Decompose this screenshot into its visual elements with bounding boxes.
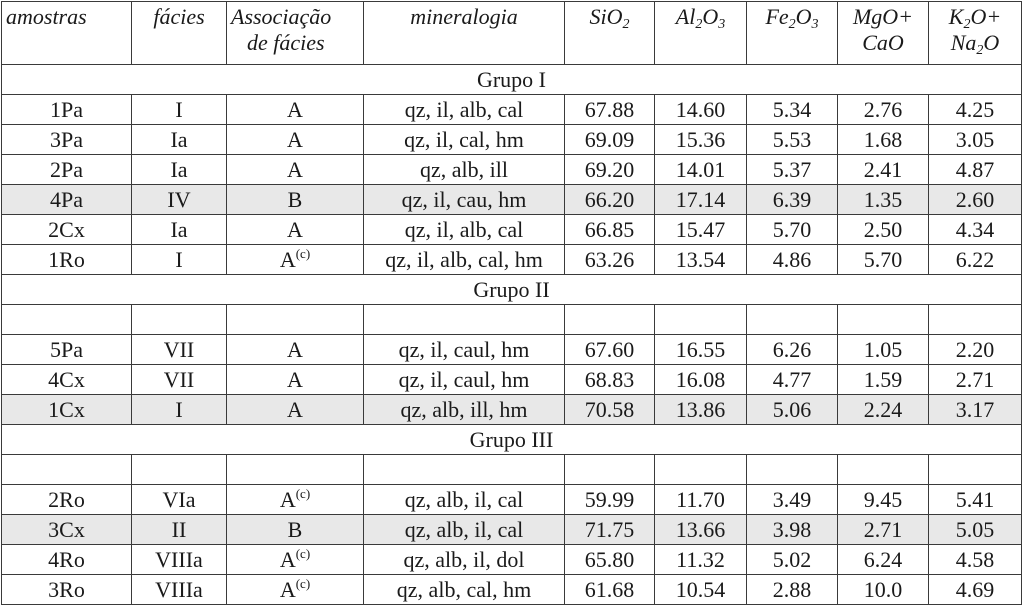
empty-cell	[132, 455, 227, 485]
header-row	[2, 2, 1022, 65]
cell-al2o3: 17.14	[655, 185, 747, 215]
cell-assoc	[227, 515, 364, 545]
cell-mineralogia: qz, alb, il, cal	[364, 485, 565, 515]
cell-k2o-na2o: 3.17	[929, 395, 1022, 425]
cell-mgo-cao: 1.68	[838, 125, 929, 155]
cell-assoc	[227, 95, 364, 125]
empty-cell	[227, 455, 364, 485]
table-row	[2, 575, 1022, 605]
cell-mgo-cao: 6.24	[838, 545, 929, 575]
cell-assoc	[227, 245, 364, 275]
assoc-value: A	[287, 336, 303, 362]
cell-amostra: 3Cx	[2, 515, 132, 545]
cell-fe2o3: 2.88	[747, 575, 838, 605]
cell-fe2o3: 3.98	[747, 515, 838, 545]
cell-mineralogia: qz, alb, il, cal	[364, 515, 565, 545]
assoc-value: B	[287, 186, 303, 212]
cell-mineralogia: qz, alb, ill, hm	[364, 395, 565, 425]
cell-al2o3: 11.70	[655, 485, 747, 515]
cell-assoc	[227, 395, 364, 425]
cell-k2o-na2o: 4.87	[929, 155, 1022, 185]
empty-cell	[364, 305, 565, 335]
empty-cell	[838, 305, 929, 335]
cell-mgo-cao: 2.24	[838, 395, 929, 425]
cell-mineralogia: qz, il, cau, hm	[364, 185, 565, 215]
group-title-row	[2, 425, 1022, 455]
cell-al2o3: 13.54	[655, 245, 747, 275]
empty-cell	[747, 455, 838, 485]
empty-cell	[929, 305, 1022, 335]
cell-mgo-cao: 2.76	[838, 95, 929, 125]
cell-fe2o3: 5.02	[747, 545, 838, 575]
spacer-row	[2, 305, 1022, 335]
cell-fe2o3: 5.06	[747, 395, 838, 425]
cell-facies: Ia	[132, 155, 227, 185]
cell-mgo-cao: 2.71	[838, 515, 929, 545]
cell-al2o3: 15.47	[655, 215, 747, 245]
table-body	[2, 65, 1022, 605]
header-associacao-line1: Associação	[231, 4, 332, 29]
cell-assoc	[227, 215, 364, 245]
assoc-value: A	[287, 156, 303, 182]
cell-sio2: 63.26	[565, 245, 655, 275]
empty-cell	[227, 305, 364, 335]
cell-mgo-cao: 2.41	[838, 155, 929, 185]
header-k2o-na2o: $K_2O+$ $Na_2O$	[929, 2, 1022, 65]
header-al2o3: $Al_2O_3$	[655, 2, 747, 65]
empty-cell	[132, 305, 227, 335]
table-row	[2, 95, 1022, 125]
cell-amostra: 2Cx	[2, 215, 132, 245]
cell-amostra: 1Pa	[2, 95, 132, 125]
cell-mineralogia: qz, il, cal, hm	[364, 125, 565, 155]
cell-k2o-na2o: 5.05	[929, 515, 1022, 545]
cell-sio2: 68.83	[565, 365, 655, 395]
cell-k2o-na2o: 3.05	[929, 125, 1022, 155]
cell-facies: VIa	[132, 485, 227, 515]
empty-cell	[364, 455, 565, 485]
table-row	[2, 245, 1022, 275]
cell-facies: I	[132, 95, 227, 125]
table-row	[2, 335, 1022, 365]
cell-amostra: 2Pa	[2, 155, 132, 185]
cell-amostra: 4Cx	[2, 365, 132, 395]
cell-fe2o3: 5.70	[747, 215, 838, 245]
cell-facies: I	[132, 245, 227, 275]
spacer-row	[2, 455, 1022, 485]
cell-k2o-na2o: 4.58	[929, 545, 1022, 575]
cell-fe2o3: 5.34	[747, 95, 838, 125]
cell-al2o3: 14.01	[655, 155, 747, 185]
cell-sio2: 67.88	[565, 95, 655, 125]
cell-facies: VIIIa	[132, 545, 227, 575]
cell-assoc	[227, 155, 364, 185]
cell-al2o3: 13.86	[655, 395, 747, 425]
group-title: Grupo II	[2, 275, 1022, 305]
cell-al2o3: 14.60	[655, 95, 747, 125]
cell-al2o3: 11.32	[655, 545, 747, 575]
cell-mineralogia: qz, il, caul, hm	[364, 335, 565, 365]
cell-al2o3: 16.08	[655, 365, 747, 395]
group-title: Grupo III	[2, 425, 1022, 455]
cell-sio2: 65.80	[565, 545, 655, 575]
cell-mineralogia: qz, alb, ill	[364, 155, 565, 185]
cell-mgo-cao: 1.35	[838, 185, 929, 215]
header-facies: fácies	[132, 2, 227, 65]
cell-mgo-cao: 1.59	[838, 365, 929, 395]
cell-facies: I	[132, 395, 227, 425]
group-title-row	[2, 65, 1022, 95]
cell-assoc	[227, 185, 364, 215]
cell-assoc	[227, 485, 364, 515]
table-row	[2, 545, 1022, 575]
empty-cell	[747, 305, 838, 335]
header-amostras: amostras	[2, 2, 132, 65]
assoc-value: A	[287, 96, 303, 122]
cell-amostra: 4Pa	[2, 185, 132, 215]
cell-sio2: 66.20	[565, 185, 655, 215]
cell-mineralogia: qz, il, alb, cal	[364, 95, 565, 125]
cell-sio2: 70.58	[565, 395, 655, 425]
cell-al2o3: 10.54	[655, 575, 747, 605]
cell-amostra: 1Cx	[2, 395, 132, 425]
cell-k2o-na2o: 2.60	[929, 185, 1022, 215]
header-associacao-line2: de fácies	[247, 30, 325, 55]
cell-mgo-cao: 9.45	[838, 485, 929, 515]
assoc-value: A	[287, 216, 303, 242]
cell-fe2o3: 6.26	[747, 335, 838, 365]
geochemistry-table	[1, 1, 1022, 605]
table-row	[2, 155, 1022, 185]
cell-assoc	[227, 575, 364, 605]
cell-sio2: 69.20	[565, 155, 655, 185]
table-row	[2, 515, 1022, 545]
cell-al2o3: 16.55	[655, 335, 747, 365]
assoc-value: A	[287, 396, 303, 422]
footnote-marker: (c)	[295, 485, 311, 501]
header-associacao	[227, 2, 364, 65]
cell-facies: VII	[132, 335, 227, 365]
cell-fe2o3: 6.39	[747, 185, 838, 215]
cell-mgo-cao: 2.50	[838, 215, 929, 245]
empty-cell	[565, 455, 655, 485]
empty-cell	[929, 455, 1022, 485]
cell-al2o3: 15.36	[655, 125, 747, 155]
cell-k2o-na2o: 4.69	[929, 575, 1022, 605]
cell-mineralogia: qz, il, alb, cal	[364, 215, 565, 245]
cell-mineralogia: qz, alb, cal, hm	[364, 575, 565, 605]
cell-sio2: 61.68	[565, 575, 655, 605]
table-row	[2, 125, 1022, 155]
empty-cell	[2, 305, 132, 335]
cell-fe2o3: 5.53	[747, 125, 838, 155]
empty-cell	[838, 455, 929, 485]
cell-facies: Ia	[132, 215, 227, 245]
empty-cell	[565, 305, 655, 335]
cell-facies: IV	[132, 185, 227, 215]
header-fe2o3: $Fe_2O_3$	[747, 2, 838, 65]
table-row	[2, 485, 1022, 515]
assoc-value: B	[287, 516, 303, 542]
cell-al2o3: 13.66	[655, 515, 747, 545]
cell-mgo-cao: 1.05	[838, 335, 929, 365]
cell-k2o-na2o: 5.41	[929, 485, 1022, 515]
cell-assoc	[227, 545, 364, 575]
cell-facies: II	[132, 515, 227, 545]
cell-mineralogia: qz, alb, il, dol	[364, 545, 565, 575]
cell-amostra: 2Ro	[2, 485, 132, 515]
table-row	[2, 395, 1022, 425]
cell-fe2o3: 3.49	[747, 485, 838, 515]
cell-fe2o3: 5.37	[747, 155, 838, 185]
cell-mgo-cao: 5.70	[838, 245, 929, 275]
cell-facies: VII	[132, 365, 227, 395]
cell-k2o-na2o: 6.22	[929, 245, 1022, 275]
header-mineralogia: mineralogia	[364, 2, 565, 65]
empty-cell	[655, 455, 747, 485]
assoc-value: A	[279, 486, 296, 512]
cell-k2o-na2o: 2.20	[929, 335, 1022, 365]
cell-assoc	[227, 335, 364, 365]
cell-mineralogia: qz, il, alb, cal, hm	[364, 245, 565, 275]
table-row	[2, 365, 1022, 395]
assoc-value: A	[279, 246, 296, 272]
cell-assoc	[227, 365, 364, 395]
group-title-row	[2, 275, 1022, 305]
assoc-value: A	[279, 576, 296, 602]
header-mgo-cao: MgO+ CaO	[838, 2, 929, 65]
empty-cell	[2, 455, 132, 485]
cell-sio2: 59.99	[565, 485, 655, 515]
cell-facies: VIIIa	[132, 575, 227, 605]
footnote-marker: (c)	[295, 245, 311, 261]
table-row	[2, 215, 1022, 245]
cell-k2o-na2o: 2.71	[929, 365, 1022, 395]
cell-sio2: 71.75	[565, 515, 655, 545]
cell-mineralogia: qz, il, caul, hm	[364, 365, 565, 395]
group-title: Grupo I	[2, 65, 1022, 95]
footnote-marker: (c)	[295, 545, 311, 561]
cell-facies: Ia	[132, 125, 227, 155]
table-row	[2, 185, 1022, 215]
cell-k2o-na2o: 4.34	[929, 215, 1022, 245]
cell-amostra: 4Ro	[2, 545, 132, 575]
cell-fe2o3: 4.77	[747, 365, 838, 395]
cell-mgo-cao: 10.0	[838, 575, 929, 605]
empty-cell	[655, 305, 747, 335]
cell-sio2: 67.60	[565, 335, 655, 365]
cell-k2o-na2o: 4.25	[929, 95, 1022, 125]
assoc-value: A	[279, 546, 296, 572]
footnote-marker: (c)	[295, 575, 311, 591]
cell-amostra: 3Pa	[2, 125, 132, 155]
header-sio2: SiO$_2$	[565, 2, 655, 65]
cell-sio2: 69.09	[565, 125, 655, 155]
cell-amostra: 3Ro	[2, 575, 132, 605]
cell-sio2: 66.85	[565, 215, 655, 245]
assoc-value: A	[287, 126, 303, 152]
cell-amostra: 1Ro	[2, 245, 132, 275]
cell-assoc	[227, 125, 364, 155]
cell-fe2o3: 4.86	[747, 245, 838, 275]
assoc-value: A	[287, 366, 303, 392]
cell-amostra: 5Pa	[2, 335, 132, 365]
